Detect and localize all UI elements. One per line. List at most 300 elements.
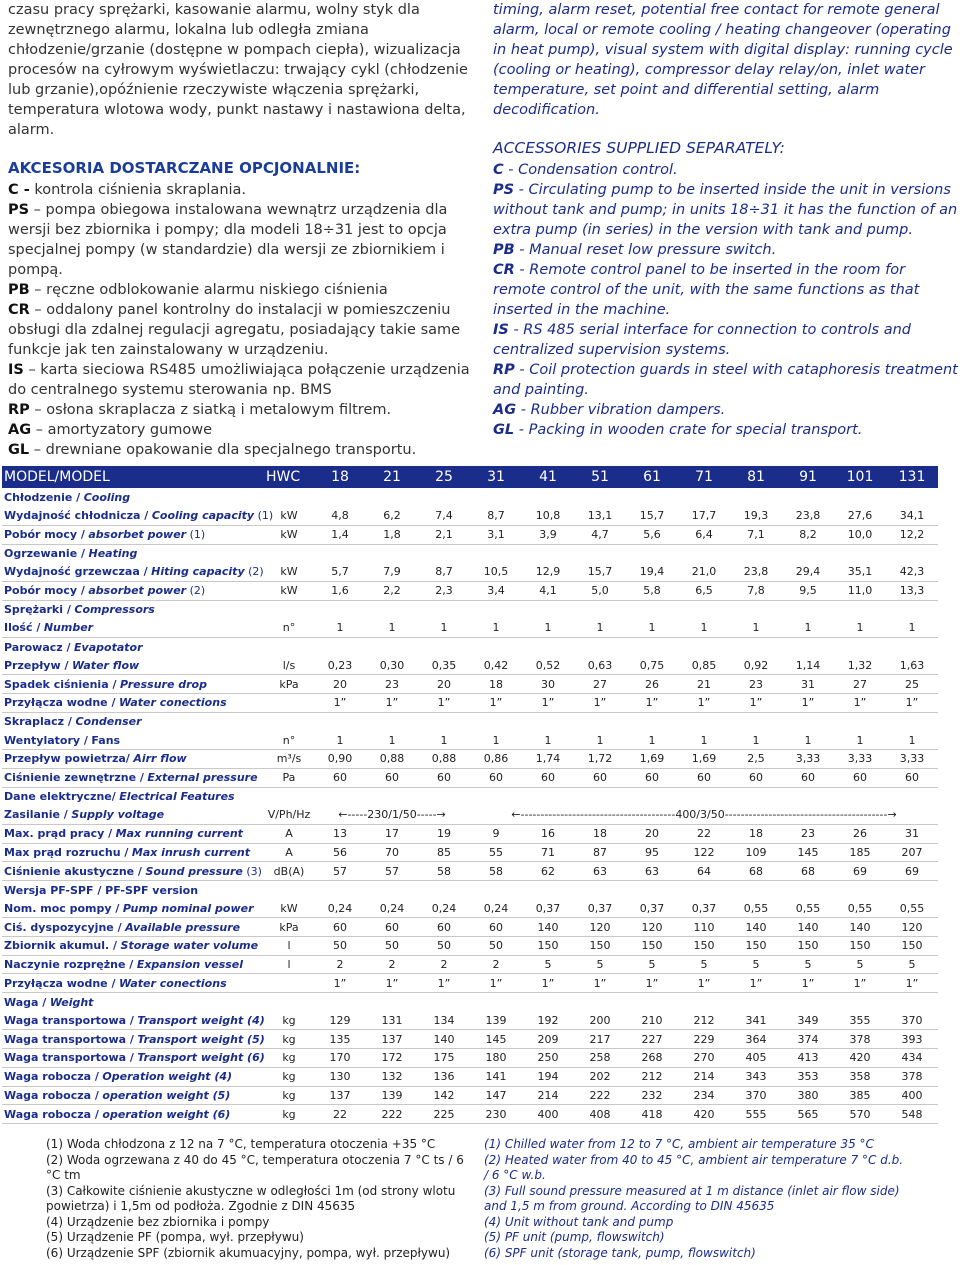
row-value: 5 bbox=[626, 955, 678, 974]
label-en: Available pressure bbox=[125, 920, 241, 934]
row-value: 1,8 bbox=[366, 525, 418, 544]
label-en: Cooling bbox=[83, 490, 131, 504]
label-pl: Zasilanie / bbox=[4, 808, 68, 822]
row-value: 4,8 bbox=[314, 507, 366, 526]
row-value: 1 bbox=[574, 619, 626, 638]
row-value: 565 bbox=[782, 1105, 834, 1124]
row-value: 209 bbox=[522, 1030, 574, 1049]
row-value: 7,4 bbox=[418, 507, 470, 526]
label-pl: Wydajność chłodnicza / bbox=[4, 509, 149, 523]
english-footnotes bbox=[484, 1137, 904, 1261]
row-value: 60 bbox=[314, 918, 366, 937]
row-value: 229 bbox=[678, 1030, 730, 1049]
row-value: 10,0 bbox=[834, 525, 886, 544]
row-value: 1 bbox=[470, 619, 522, 638]
header-model: MODEL/MODEL bbox=[2, 466, 264, 488]
row-value: 408 bbox=[574, 1105, 626, 1124]
accessory-code: CR bbox=[8, 302, 30, 318]
row-value: 7,9 bbox=[366, 563, 418, 582]
label-pl: Wersja PF-SPF / PF-SPF version bbox=[4, 883, 199, 897]
row-value: 9,5 bbox=[782, 581, 834, 600]
accessory-text: - Condensation control. bbox=[503, 162, 678, 178]
accessory-line bbox=[493, 360, 958, 400]
row-value: 349 bbox=[782, 1011, 834, 1030]
row-value: 6,5 bbox=[678, 581, 730, 600]
row-value: 1 bbox=[418, 619, 470, 638]
row-value: 70 bbox=[366, 843, 418, 862]
row-value: 71 bbox=[522, 843, 574, 862]
row-value: 57 bbox=[314, 862, 366, 881]
accessory-text: – ręczne odblokowanie alarmu niskiego ciśnienia bbox=[29, 282, 388, 298]
row-value: 19 bbox=[418, 824, 470, 843]
row-value: 23 bbox=[366, 675, 418, 694]
row-value: 0,37 bbox=[626, 899, 678, 918]
label-note: (1) bbox=[257, 509, 274, 523]
row-value: 25 bbox=[886, 675, 938, 694]
accessory-line bbox=[8, 420, 478, 440]
table-row bbox=[2, 974, 938, 993]
label-en: Transport weight (5) bbox=[137, 1032, 265, 1046]
label-en: Expansion vessel bbox=[136, 958, 244, 972]
footnote-line: (1) Woda chłodzona z 12 na 7 °C, temperatura otoczenia +35 °C bbox=[46, 1137, 436, 1151]
label-pl: Waga robocza / bbox=[4, 1107, 99, 1121]
label-pl: Naczynie rozprężne / bbox=[4, 958, 134, 972]
row-label bbox=[2, 712, 938, 731]
row-value: 230 bbox=[470, 1105, 522, 1124]
row-label bbox=[2, 1030, 264, 1049]
accessory-line bbox=[493, 260, 958, 320]
row-value: 1,4 bbox=[314, 525, 366, 544]
row-value: 68 bbox=[730, 862, 782, 881]
row-value: 5 bbox=[886, 955, 938, 974]
row-value: 150 bbox=[522, 937, 574, 956]
label-pl: Wentylatory / bbox=[4, 733, 88, 747]
row-value: 137 bbox=[314, 1086, 366, 1105]
row-label bbox=[2, 656, 264, 675]
accessory-line bbox=[8, 180, 478, 200]
row-value: 172 bbox=[366, 1049, 418, 1068]
row-value: 6,4 bbox=[678, 525, 730, 544]
row-value: 374 bbox=[782, 1030, 834, 1049]
row-value: 17,7 bbox=[678, 507, 730, 526]
accessory-code: CR bbox=[493, 262, 515, 278]
label-pl: Pobór mocy / bbox=[4, 528, 85, 542]
row-value: 1” bbox=[574, 974, 626, 993]
row-value: 0,24 bbox=[366, 899, 418, 918]
row-value: 192 bbox=[522, 1011, 574, 1030]
row-value: 22 bbox=[678, 824, 730, 843]
english-column bbox=[493, 0, 958, 440]
row-value: 132 bbox=[366, 1067, 418, 1086]
row-value: 13,3 bbox=[886, 581, 938, 600]
accessory-code: GL bbox=[493, 422, 515, 438]
row-value: 50 bbox=[470, 937, 522, 956]
row-unit: kg bbox=[264, 1011, 314, 1030]
label-pl: Waga robocza / bbox=[4, 1070, 99, 1084]
row-value: 222 bbox=[574, 1086, 626, 1105]
row-unit: kg bbox=[264, 1049, 314, 1068]
row-value: 139 bbox=[366, 1086, 418, 1105]
row-value: 110 bbox=[678, 918, 730, 937]
row-value: 250 bbox=[522, 1049, 574, 1068]
polish-accessories-list bbox=[8, 180, 478, 460]
voltage-span-230: ←-----230/1/50-----→ bbox=[314, 806, 470, 825]
row-value: 20 bbox=[314, 675, 366, 694]
row-value: 150 bbox=[730, 937, 782, 956]
row-value: 1 bbox=[522, 731, 574, 750]
label-pl: Max. prąd pracy / bbox=[4, 827, 113, 841]
header-model-number: 31 bbox=[470, 466, 522, 488]
row-value: 2,2 bbox=[366, 581, 418, 600]
row-value: 370 bbox=[730, 1086, 782, 1105]
table-row bbox=[2, 1049, 938, 1068]
label-en: Water conections bbox=[118, 696, 227, 710]
row-value: 207 bbox=[886, 843, 938, 862]
english-accessories-list bbox=[493, 160, 958, 440]
row-value: 5,8 bbox=[626, 581, 678, 600]
label-en: Pressure drop bbox=[119, 677, 207, 691]
row-value: 150 bbox=[834, 937, 886, 956]
row-value: 343 bbox=[730, 1067, 782, 1086]
english-intro: timing, alarm reset, potential free contact for remote general alarm, local or remote cooling / heating changeover (operating in heat pump), visual system with digital display: running cycle (cooling or heating), compressor delay relay/on, inlet water temperature, set point and differential setting, alarm decodification. bbox=[493, 2, 953, 118]
label-pl: Ciś. dyspozycyjne / bbox=[4, 920, 122, 934]
row-value: 109 bbox=[730, 843, 782, 862]
row-value: 548 bbox=[886, 1105, 938, 1124]
accessory-text: - Circulating pump to be inserted inside the unit in versions without tank and pump; in units 18÷31 it has the function of an extra pump (in series) in the version with tank and pump. bbox=[493, 182, 958, 238]
row-value: 3,33 bbox=[834, 750, 886, 769]
row-value: 353 bbox=[782, 1067, 834, 1086]
header-model-number: 18 bbox=[314, 466, 366, 488]
header-model-number: 81 bbox=[730, 466, 782, 488]
row-value: 30 bbox=[522, 675, 574, 694]
row-unit: A bbox=[264, 824, 314, 843]
row-unit: kW bbox=[264, 899, 314, 918]
row-value: 120 bbox=[886, 918, 938, 937]
label-note: (3) bbox=[246, 864, 262, 878]
row-value: 270 bbox=[678, 1049, 730, 1068]
label-en: Fans bbox=[91, 733, 121, 747]
table-row bbox=[2, 563, 938, 582]
accessory-line bbox=[8, 300, 478, 360]
row-value: 50 bbox=[366, 937, 418, 956]
row-value: 8,7 bbox=[418, 563, 470, 582]
row-value: 60 bbox=[730, 768, 782, 787]
section-row bbox=[2, 488, 938, 507]
row-value: 385 bbox=[834, 1086, 886, 1105]
row-value: 3,1 bbox=[470, 525, 522, 544]
row-value: 1 bbox=[834, 619, 886, 638]
accessory-text: kontrola ciśnienia skraplania. bbox=[29, 182, 247, 198]
table-row bbox=[2, 1105, 938, 1124]
row-value: 129 bbox=[314, 1011, 366, 1030]
row-value: 58 bbox=[470, 862, 522, 881]
row-value: 555 bbox=[730, 1105, 782, 1124]
row-unit: V/Ph/Hz bbox=[264, 806, 314, 825]
accessory-text: - Coil protection guards in steel with cataphoresis treatment and painting. bbox=[493, 362, 958, 398]
row-value: 0,92 bbox=[730, 656, 782, 675]
row-value: 420 bbox=[678, 1105, 730, 1124]
row-value: 69 bbox=[834, 862, 886, 881]
row-label bbox=[2, 694, 264, 713]
row-value: 434 bbox=[886, 1049, 938, 1068]
label-pl: Przepływ powietrza/ bbox=[4, 752, 130, 766]
row-value: 29,4 bbox=[782, 563, 834, 582]
row-unit: kPa bbox=[264, 918, 314, 937]
row-value: 2 bbox=[470, 955, 522, 974]
row-value: 131 bbox=[366, 1011, 418, 1030]
accessory-code: RP bbox=[493, 362, 515, 378]
row-value: 1” bbox=[782, 694, 834, 713]
table-row bbox=[2, 937, 938, 956]
label-pl: Waga transportowa / bbox=[4, 1013, 134, 1027]
polish-column bbox=[8, 0, 478, 460]
row-label bbox=[2, 955, 264, 974]
row-label bbox=[2, 638, 938, 657]
table-row bbox=[2, 899, 938, 918]
accessory-text: - Packing in wooden crate for special transport. bbox=[514, 422, 863, 438]
row-value: 1 bbox=[730, 619, 782, 638]
label-en: Operation weight (4) bbox=[102, 1070, 233, 1084]
row-value: 2,5 bbox=[730, 750, 782, 769]
label-en: Electrical Features bbox=[119, 790, 235, 804]
row-value: 5 bbox=[782, 955, 834, 974]
row-value: 19,4 bbox=[626, 563, 678, 582]
accessory-text: – osłona skraplacza z siatką i metalowym filtrem. bbox=[29, 402, 392, 418]
row-value: 1” bbox=[626, 694, 678, 713]
row-value: 194 bbox=[522, 1067, 574, 1086]
footnote-line: (4) Unit without tank and pump bbox=[484, 1214, 674, 1229]
accessory-code: C bbox=[493, 162, 504, 178]
row-value: 380 bbox=[782, 1086, 834, 1105]
row-value: 50 bbox=[314, 937, 366, 956]
row-value: 1” bbox=[366, 974, 418, 993]
row-value: 1” bbox=[886, 694, 938, 713]
header-model-number: 91 bbox=[782, 466, 834, 488]
row-value: 69 bbox=[886, 862, 938, 881]
row-value: 13,1 bbox=[574, 507, 626, 526]
row-value: 60 bbox=[418, 768, 470, 787]
footnote-line: (3) Całkowite ciśnienie akustyczne w odległości 1m (od strony wlotu powietrza) i 1,5m od podłoża. Zgodnie z DIN 45635 bbox=[46, 1183, 456, 1213]
row-label bbox=[2, 768, 264, 787]
row-value: 1 bbox=[470, 731, 522, 750]
accessory-code: PS bbox=[493, 182, 515, 198]
row-value: 1,14 bbox=[782, 656, 834, 675]
table-row bbox=[2, 1011, 938, 1030]
row-value: 1” bbox=[730, 694, 782, 713]
row-value: 0,24 bbox=[470, 899, 522, 918]
row-value: 50 bbox=[418, 937, 470, 956]
row-value: 2 bbox=[366, 955, 418, 974]
row-unit: l bbox=[264, 937, 314, 956]
row-value: 1,69 bbox=[678, 750, 730, 769]
label-en: operation weight (6) bbox=[102, 1107, 231, 1121]
section-row bbox=[2, 638, 938, 657]
header-model-number: 101 bbox=[834, 466, 886, 488]
row-label bbox=[2, 507, 274, 526]
table-row bbox=[2, 862, 938, 881]
row-value: 60 bbox=[366, 918, 418, 937]
polish-intro: czasu pracy sprężarki, kasowanie alarmu, wolny styk dla zewnętrznego alarmu, lokalna lub odległa zmiana chłodzenie/grzanie (dostępne w pompach ciepła), wizualizacja procesów na cyłrowym wyświetlaczu: trwający cykl (chłodzenie lub grzanie),opóźnienie rzeczywiste włączenia sprężarki, temperatura wlotowa wody, punkt nastawy i nastawiona delta, alarm. bbox=[8, 2, 468, 138]
label-en: Water conections bbox=[118, 976, 227, 990]
accessory-code: IS bbox=[8, 362, 24, 378]
accessory-text: - RS 485 serial interface for connection to controls and centralized supervision systems. bbox=[493, 322, 911, 358]
row-value: 1,32 bbox=[834, 656, 886, 675]
row-unit bbox=[264, 974, 314, 993]
table-row bbox=[2, 581, 938, 600]
row-value: 8,2 bbox=[782, 525, 834, 544]
row-value: 140 bbox=[730, 918, 782, 937]
row-value: 0,88 bbox=[418, 750, 470, 769]
label-pl: Pobór mocy / bbox=[4, 584, 85, 598]
accessory-line bbox=[493, 240, 958, 260]
row-value: 5 bbox=[834, 955, 886, 974]
row-value: 11,0 bbox=[834, 581, 886, 600]
row-value: 180 bbox=[470, 1049, 522, 1068]
accessory-text: - Manual reset low pressure switch. bbox=[514, 242, 777, 258]
row-value: 1” bbox=[314, 974, 366, 993]
header-model-number: 41 bbox=[522, 466, 574, 488]
row-value: 418 bbox=[626, 1105, 678, 1124]
label-pl: Skraplacz / bbox=[4, 715, 72, 729]
row-label bbox=[2, 619, 264, 638]
row-value: 214 bbox=[522, 1086, 574, 1105]
row-value: 341 bbox=[730, 1011, 782, 1030]
row-value: 63 bbox=[626, 862, 678, 881]
row-unit: kW bbox=[264, 563, 314, 582]
row-value: 358 bbox=[834, 1067, 886, 1086]
row-value: 1 bbox=[886, 731, 938, 750]
row-value: 3,4 bbox=[470, 581, 522, 600]
row-value: 10,5 bbox=[470, 563, 522, 582]
row-unit bbox=[264, 694, 314, 713]
table-row bbox=[2, 955, 938, 974]
row-value: 60 bbox=[678, 768, 730, 787]
row-value: 15,7 bbox=[626, 507, 678, 526]
row-value: 234 bbox=[678, 1086, 730, 1105]
row-value: 0,42 bbox=[470, 656, 522, 675]
row-unit: Pa bbox=[264, 768, 314, 787]
footnote-line: (5) PF unit (pump, flowswitch) bbox=[484, 1230, 665, 1244]
row-value: 27 bbox=[834, 675, 886, 694]
table-row bbox=[2, 1030, 938, 1049]
row-value: 19,3 bbox=[730, 507, 782, 526]
row-label bbox=[2, 581, 264, 600]
row-label bbox=[2, 880, 938, 899]
row-unit: kg bbox=[264, 1067, 314, 1086]
row-unit: l/s bbox=[264, 656, 314, 675]
label-pl: Ciśnienie akustyczne / bbox=[4, 864, 142, 878]
row-value: 420 bbox=[834, 1049, 886, 1068]
header-model-number: 71 bbox=[678, 466, 730, 488]
row-value: 5,6 bbox=[626, 525, 678, 544]
row-label bbox=[2, 675, 264, 694]
row-label bbox=[2, 488, 938, 507]
row-value: 364 bbox=[730, 1030, 782, 1049]
row-value: 15,7 bbox=[574, 563, 626, 582]
row-value: 5 bbox=[574, 955, 626, 974]
row-value: 150 bbox=[886, 937, 938, 956]
row-value: 60 bbox=[626, 768, 678, 787]
row-value: 405 bbox=[730, 1049, 782, 1068]
row-value: 60 bbox=[574, 768, 626, 787]
row-label bbox=[2, 824, 264, 843]
footnote-line: (1) Chilled water from 12 to 7 °C, ambient air temperature 35 °C bbox=[484, 1137, 874, 1151]
row-label bbox=[2, 862, 264, 881]
row-value: 1,74 bbox=[522, 750, 574, 769]
row-value: 120 bbox=[574, 918, 626, 937]
row-value: 1” bbox=[470, 974, 522, 993]
row-value: 9 bbox=[470, 824, 522, 843]
row-value: 8,7 bbox=[470, 507, 522, 526]
row-value: 1 bbox=[886, 619, 938, 638]
row-value: 145 bbox=[470, 1030, 522, 1049]
label-en: Storage water volume bbox=[120, 939, 259, 953]
row-value: 1 bbox=[626, 619, 678, 638]
accessory-line bbox=[8, 200, 478, 280]
row-label bbox=[2, 1011, 264, 1030]
label-pl: Przyłącza wodne / bbox=[4, 696, 116, 710]
row-value: 7,1 bbox=[730, 525, 782, 544]
row-label bbox=[2, 731, 264, 750]
row-value: 60 bbox=[314, 768, 366, 787]
label-pl: Max prąd rozruchu / bbox=[4, 845, 129, 859]
table-row bbox=[2, 525, 938, 544]
row-value: 1” bbox=[314, 694, 366, 713]
row-value: 1 bbox=[366, 619, 418, 638]
row-value: 5,0 bbox=[574, 581, 626, 600]
label-pl: Waga / bbox=[4, 995, 47, 1009]
english-accessories-title: ACCESSORIES SUPPLIED SEPARATELY: bbox=[493, 139, 785, 157]
row-value: 0,55 bbox=[886, 899, 938, 918]
row-value: 1 bbox=[678, 731, 730, 750]
row-value: 27,6 bbox=[834, 507, 886, 526]
row-value: 217 bbox=[574, 1030, 626, 1049]
row-value: 26 bbox=[626, 675, 678, 694]
label-en: absorbet power bbox=[88, 528, 187, 542]
accessory-code: RP bbox=[8, 402, 30, 418]
row-value: 1 bbox=[418, 731, 470, 750]
accessory-text: – karta sieciowa RS485 umożliwiająca połączenie urządzenia do centralnego systemu sterowania np. BMS bbox=[8, 362, 470, 398]
accessory-text: - Rubber vibration dampers. bbox=[516, 402, 726, 418]
row-value: 137 bbox=[366, 1030, 418, 1049]
label-pl: Zbiornik akumul. / bbox=[4, 939, 118, 953]
row-value: 1,72 bbox=[574, 750, 626, 769]
header-model-number: 51 bbox=[574, 466, 626, 488]
row-value: 0,55 bbox=[834, 899, 886, 918]
label-note: (2) bbox=[189, 584, 206, 598]
row-value: 1 bbox=[574, 731, 626, 750]
accessory-line bbox=[8, 440, 478, 460]
row-value: 1 bbox=[678, 619, 730, 638]
section-row bbox=[2, 600, 938, 619]
row-label bbox=[2, 918, 264, 937]
row-value: 5 bbox=[522, 955, 574, 974]
accessory-line bbox=[493, 180, 958, 240]
accessory-text: - Remote control panel to be inserted in the room for remote control of the unit, with the same functions as that inserted in the machine. bbox=[493, 262, 920, 318]
accessory-text: – pompa obiegowa instalowana wewnątrz urządzenia dla wersji bez zbiornika i pompy; dla modeli 18÷31 jest to opcja specjalnej pompy (w standardzie) dla wersji ze zbiornikiem i pompą. bbox=[8, 202, 448, 278]
row-value: 570 bbox=[834, 1105, 886, 1124]
row-unit: kg bbox=[264, 1030, 314, 1049]
accessory-code: PB bbox=[493, 242, 515, 258]
label-pl: Chłodzenie / bbox=[4, 490, 81, 504]
row-label bbox=[2, 1086, 264, 1105]
row-value: 7,8 bbox=[730, 581, 782, 600]
row-label bbox=[2, 544, 938, 563]
polish-footnotes bbox=[46, 1137, 466, 1261]
accessory-text: – amortyzatory gumowe bbox=[31, 422, 213, 438]
label-en: Condenser bbox=[75, 715, 142, 729]
table-row bbox=[2, 656, 938, 675]
